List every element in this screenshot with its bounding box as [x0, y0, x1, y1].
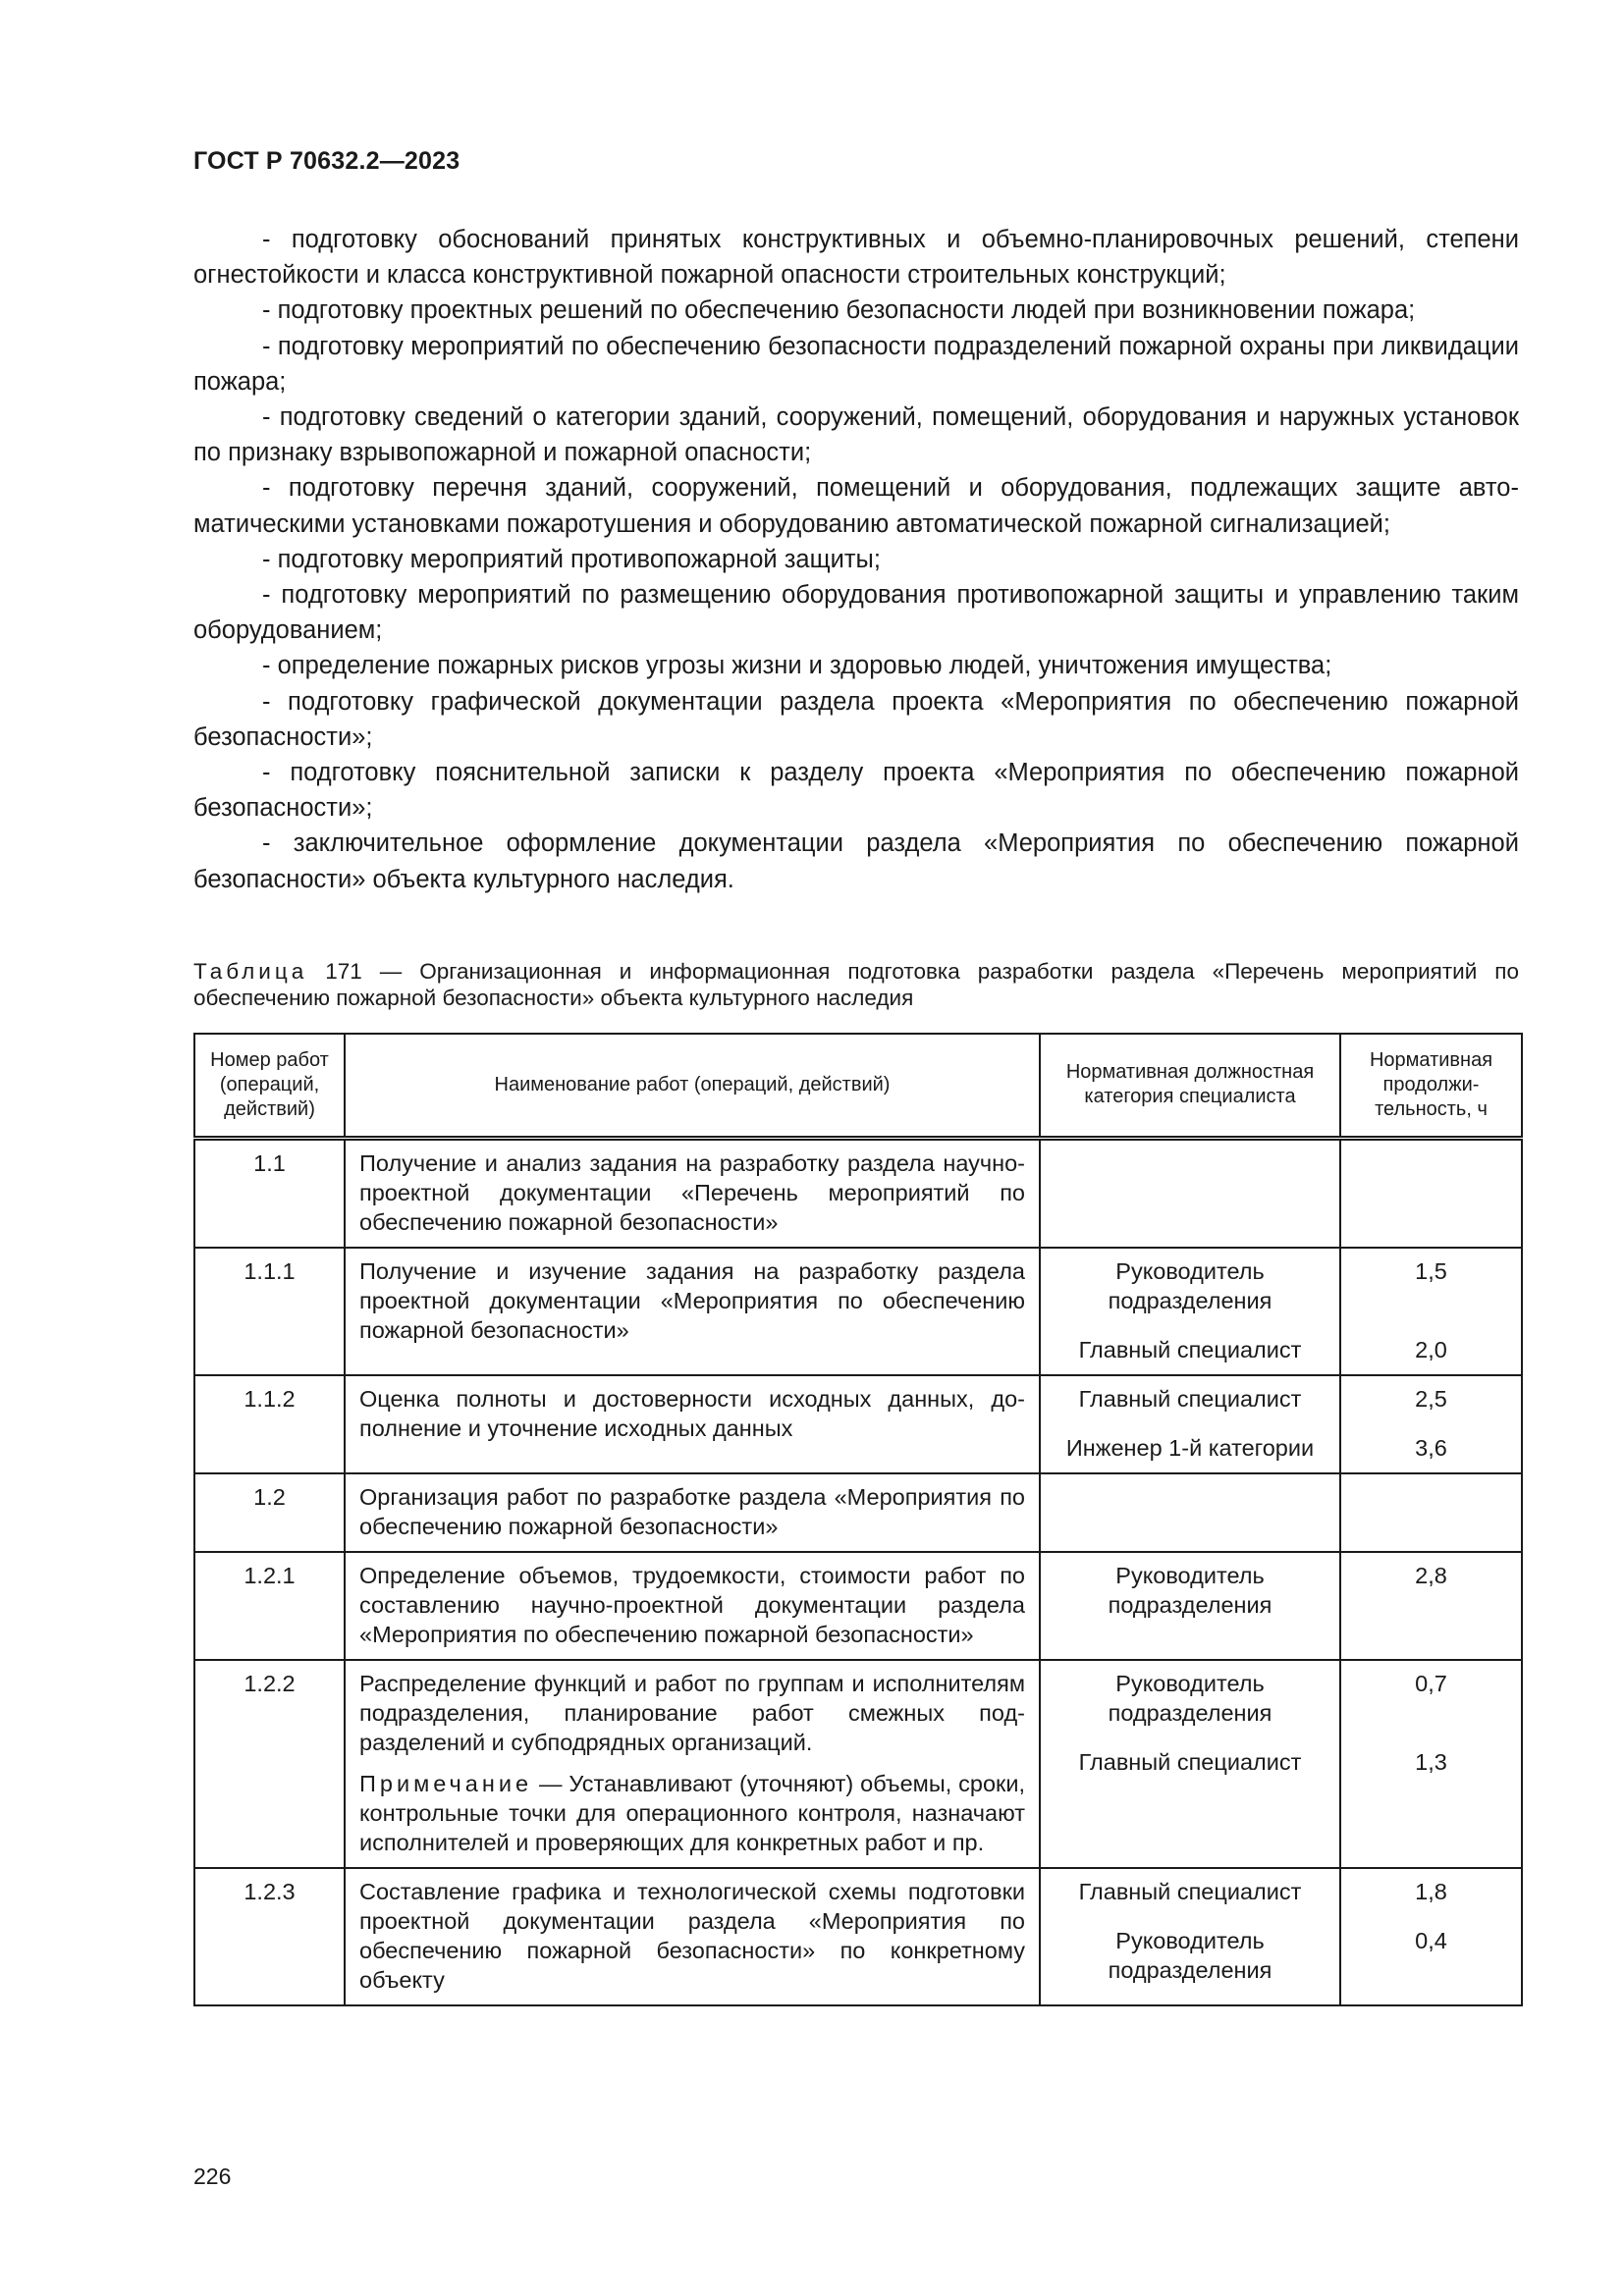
- duration-value: 2,8: [1415, 1562, 1447, 1588]
- row-category: [1040, 1375, 1340, 1473]
- table-caption-label: Таблица: [193, 959, 308, 984]
- list-paragraph: - подготовку сведений о категории зданий, сооружений, помещений, оборудования и наружных установок по признаку взрывопожарной и пожарной опасности;: [193, 403, 1519, 467]
- duration-value: 2,0: [1415, 1336, 1447, 1362]
- row-name-text: Получение и анализ задания на разработку раздела научно-проектной документации «Перечень мероприятий по обеспечению пожарной безопасности»: [359, 1149, 1025, 1235]
- header-name: Наименование работ (операций, действий): [345, 1034, 1040, 1138]
- duration-value: 1,8: [1415, 1878, 1447, 1904]
- specialist-category: Руководитель подразделения: [1108, 1257, 1272, 1313]
- table-row: [194, 1868, 1522, 2005]
- row-number: 1.1.2: [194, 1375, 345, 1473]
- specialist-category: Главный специалист: [1078, 1748, 1302, 1775]
- row-number: 1.2.2: [194, 1660, 345, 1868]
- work-table: [193, 1033, 1523, 2006]
- table-row: [194, 1248, 1522, 1375]
- specialist-category: Главный специалист: [1078, 1336, 1302, 1362]
- row-category: [1040, 1660, 1340, 1868]
- list-paragraph: - подготовку обоснований принятых конструктивных и объемно-планировочных решений, степени огнестойкости и класса конструктивной пожарной опасности строительных конструкций;: [193, 226, 1519, 290]
- page-number: 226: [193, 2163, 232, 2189]
- row-duration: [1340, 1660, 1522, 1868]
- row-number: 1.2.1: [194, 1552, 345, 1660]
- row-category: [1040, 1868, 1340, 2005]
- row-category: [1040, 1552, 1340, 1660]
- row-duration: [1340, 1552, 1522, 1660]
- row-number: 1.1.1: [194, 1248, 345, 1375]
- row-duration: [1340, 1138, 1522, 1248]
- table-row: [194, 1138, 1522, 1248]
- row-name-text: Составление графика и технологической схемы подготовки проектной документации раздела «Мероприятия по обеспечению пожарной безопасности» по конкретному объекту: [359, 1878, 1025, 1993]
- list-paragraph: - подготовку мероприятий противопожарной защиты;: [262, 545, 881, 573]
- row-number: 1.2: [194, 1473, 345, 1552]
- row-name: [345, 1660, 1040, 1868]
- row-name: [345, 1868, 1040, 2005]
- row-name-text: Организация работ по разработке раздела «Мероприятия по обеспечению пожарной безопасности»: [359, 1483, 1025, 1539]
- header-category: Нормативная должностная категория специалиста: [1040, 1034, 1340, 1138]
- header-duration: Нормативная продолжительность, ч: [1340, 1034, 1522, 1138]
- specialist-category: Руководитель подразделения: [1108, 1562, 1272, 1618]
- duration-value: 1,3: [1415, 1748, 1447, 1775]
- row-duration: [1340, 1868, 1522, 2005]
- row-duration: [1340, 1248, 1522, 1375]
- row-note-text: — Устанавливают (уточняют) объемы, сроки, контрольные точки для операционного контроля, назначают исполнителей и проверяющих для конкретных работ и пр.: [359, 1770, 1025, 1855]
- duration-value: 1,5: [1415, 1257, 1447, 1284]
- row-name: [345, 1248, 1040, 1375]
- row-number: 1.1: [194, 1138, 345, 1248]
- row-name: [345, 1473, 1040, 1552]
- table-row: [194, 1473, 1522, 1552]
- row-category: [1040, 1138, 1340, 1248]
- duration-value: 0,7: [1415, 1670, 1447, 1696]
- duration-value: 3,6: [1415, 1434, 1447, 1461]
- row-name-text: Определение объемов, трудоемкости, стоимости работ по составлению научно-проектной документации раздела «Мероприятия по обеспечению пожарной безопасности»: [359, 1562, 1025, 1647]
- list-paragraph: - подготовку пояснительной записки к разделу проекта «Мероприятия по обеспечению пожарной безопасности»;: [193, 759, 1519, 823]
- row-name: [345, 1552, 1040, 1660]
- table-row: [194, 1375, 1522, 1473]
- list-paragraph: - подготовку перечня зданий, сооружений, помещений и оборудования, подлежащих защите автоматическими установками пожаротушения и оборудованию автоматической пожарной сигнализацией;: [193, 474, 1519, 538]
- row-name-text: Оценка полноты и достоверности исходных данных, дополнение и уточнение исходных данных: [359, 1385, 1025, 1441]
- table-caption: [193, 958, 1519, 1011]
- specialist-category: Главный специалист: [1078, 1878, 1302, 1904]
- header-num: Номер работ (операций, действий): [194, 1034, 345, 1138]
- row-duration: [1340, 1375, 1522, 1473]
- list-paragraph: - заключительное оформление документации раздела «Мероприятия по обеспечению пожарной безопасности» объекта культурного наследия.: [193, 829, 1519, 893]
- row-name-text: Получение и изучение задания на разработку раздела проектной документации «Мероприятия по обеспечению пожарной безопасности»: [359, 1257, 1025, 1343]
- row-category: [1040, 1473, 1340, 1552]
- body-text: [193, 222, 1519, 897]
- row-note: [359, 1769, 1025, 1857]
- specialist-category: Главный специалист: [1078, 1385, 1302, 1412]
- table-row: [194, 1660, 1522, 1868]
- list-paragraph: - подготовку мероприятий по обеспечению безопасности подразделений пожарной охраны при ликвидации пожара;: [193, 332, 1519, 396]
- document-header: ГОСТ Р 70632.2—2023: [193, 147, 460, 175]
- list-paragraph: - подготовку мероприятий по размещению оборудования противопожарной защиты и управлению таким оборудованием;: [193, 581, 1519, 645]
- row-name: [345, 1375, 1040, 1473]
- duration-value: 2,5: [1415, 1385, 1447, 1412]
- row-number: 1.2.3: [194, 1868, 345, 2005]
- list-paragraph: - подготовку проектных решений по обеспечению безопасности людей при возникновении пожара;: [262, 296, 1416, 325]
- list-paragraph: - определение пожарных рисков угрозы жизни и здоровью людей, уничтожения имущества;: [262, 652, 1332, 680]
- list-paragraph: - подготовку графической документации раздела проекта «Мероприятия по обеспечению пожарной безопасности»;: [193, 687, 1519, 751]
- row-duration: [1340, 1473, 1522, 1552]
- row-name-text: Распределение функций и работ по группам и исполнителям подразделения, планирование работ смежных подразделений и субподрядных организаций.: [359, 1670, 1025, 1755]
- specialist-category: Руководитель подразделения: [1108, 1927, 1272, 1983]
- row-category: [1040, 1248, 1340, 1375]
- row-name: [345, 1138, 1040, 1248]
- specialist-category: Инженер 1-й категории: [1065, 1434, 1315, 1461]
- table-body: [194, 1138, 1522, 2005]
- row-note-label: Примечание: [359, 1770, 533, 1796]
- table-caption-text: 171 — Организационная и информационная подготовка разработки раздела «Перечень мероприятий по обеспечению пожарной безопасности» объекта культурного наследия: [193, 959, 1519, 1010]
- duration-value: 0,4: [1415, 1927, 1447, 1953]
- specialist-category: Руководитель подразделения: [1108, 1670, 1272, 1726]
- table-header-row: [194, 1034, 1522, 1138]
- table-row: [194, 1552, 1522, 1660]
